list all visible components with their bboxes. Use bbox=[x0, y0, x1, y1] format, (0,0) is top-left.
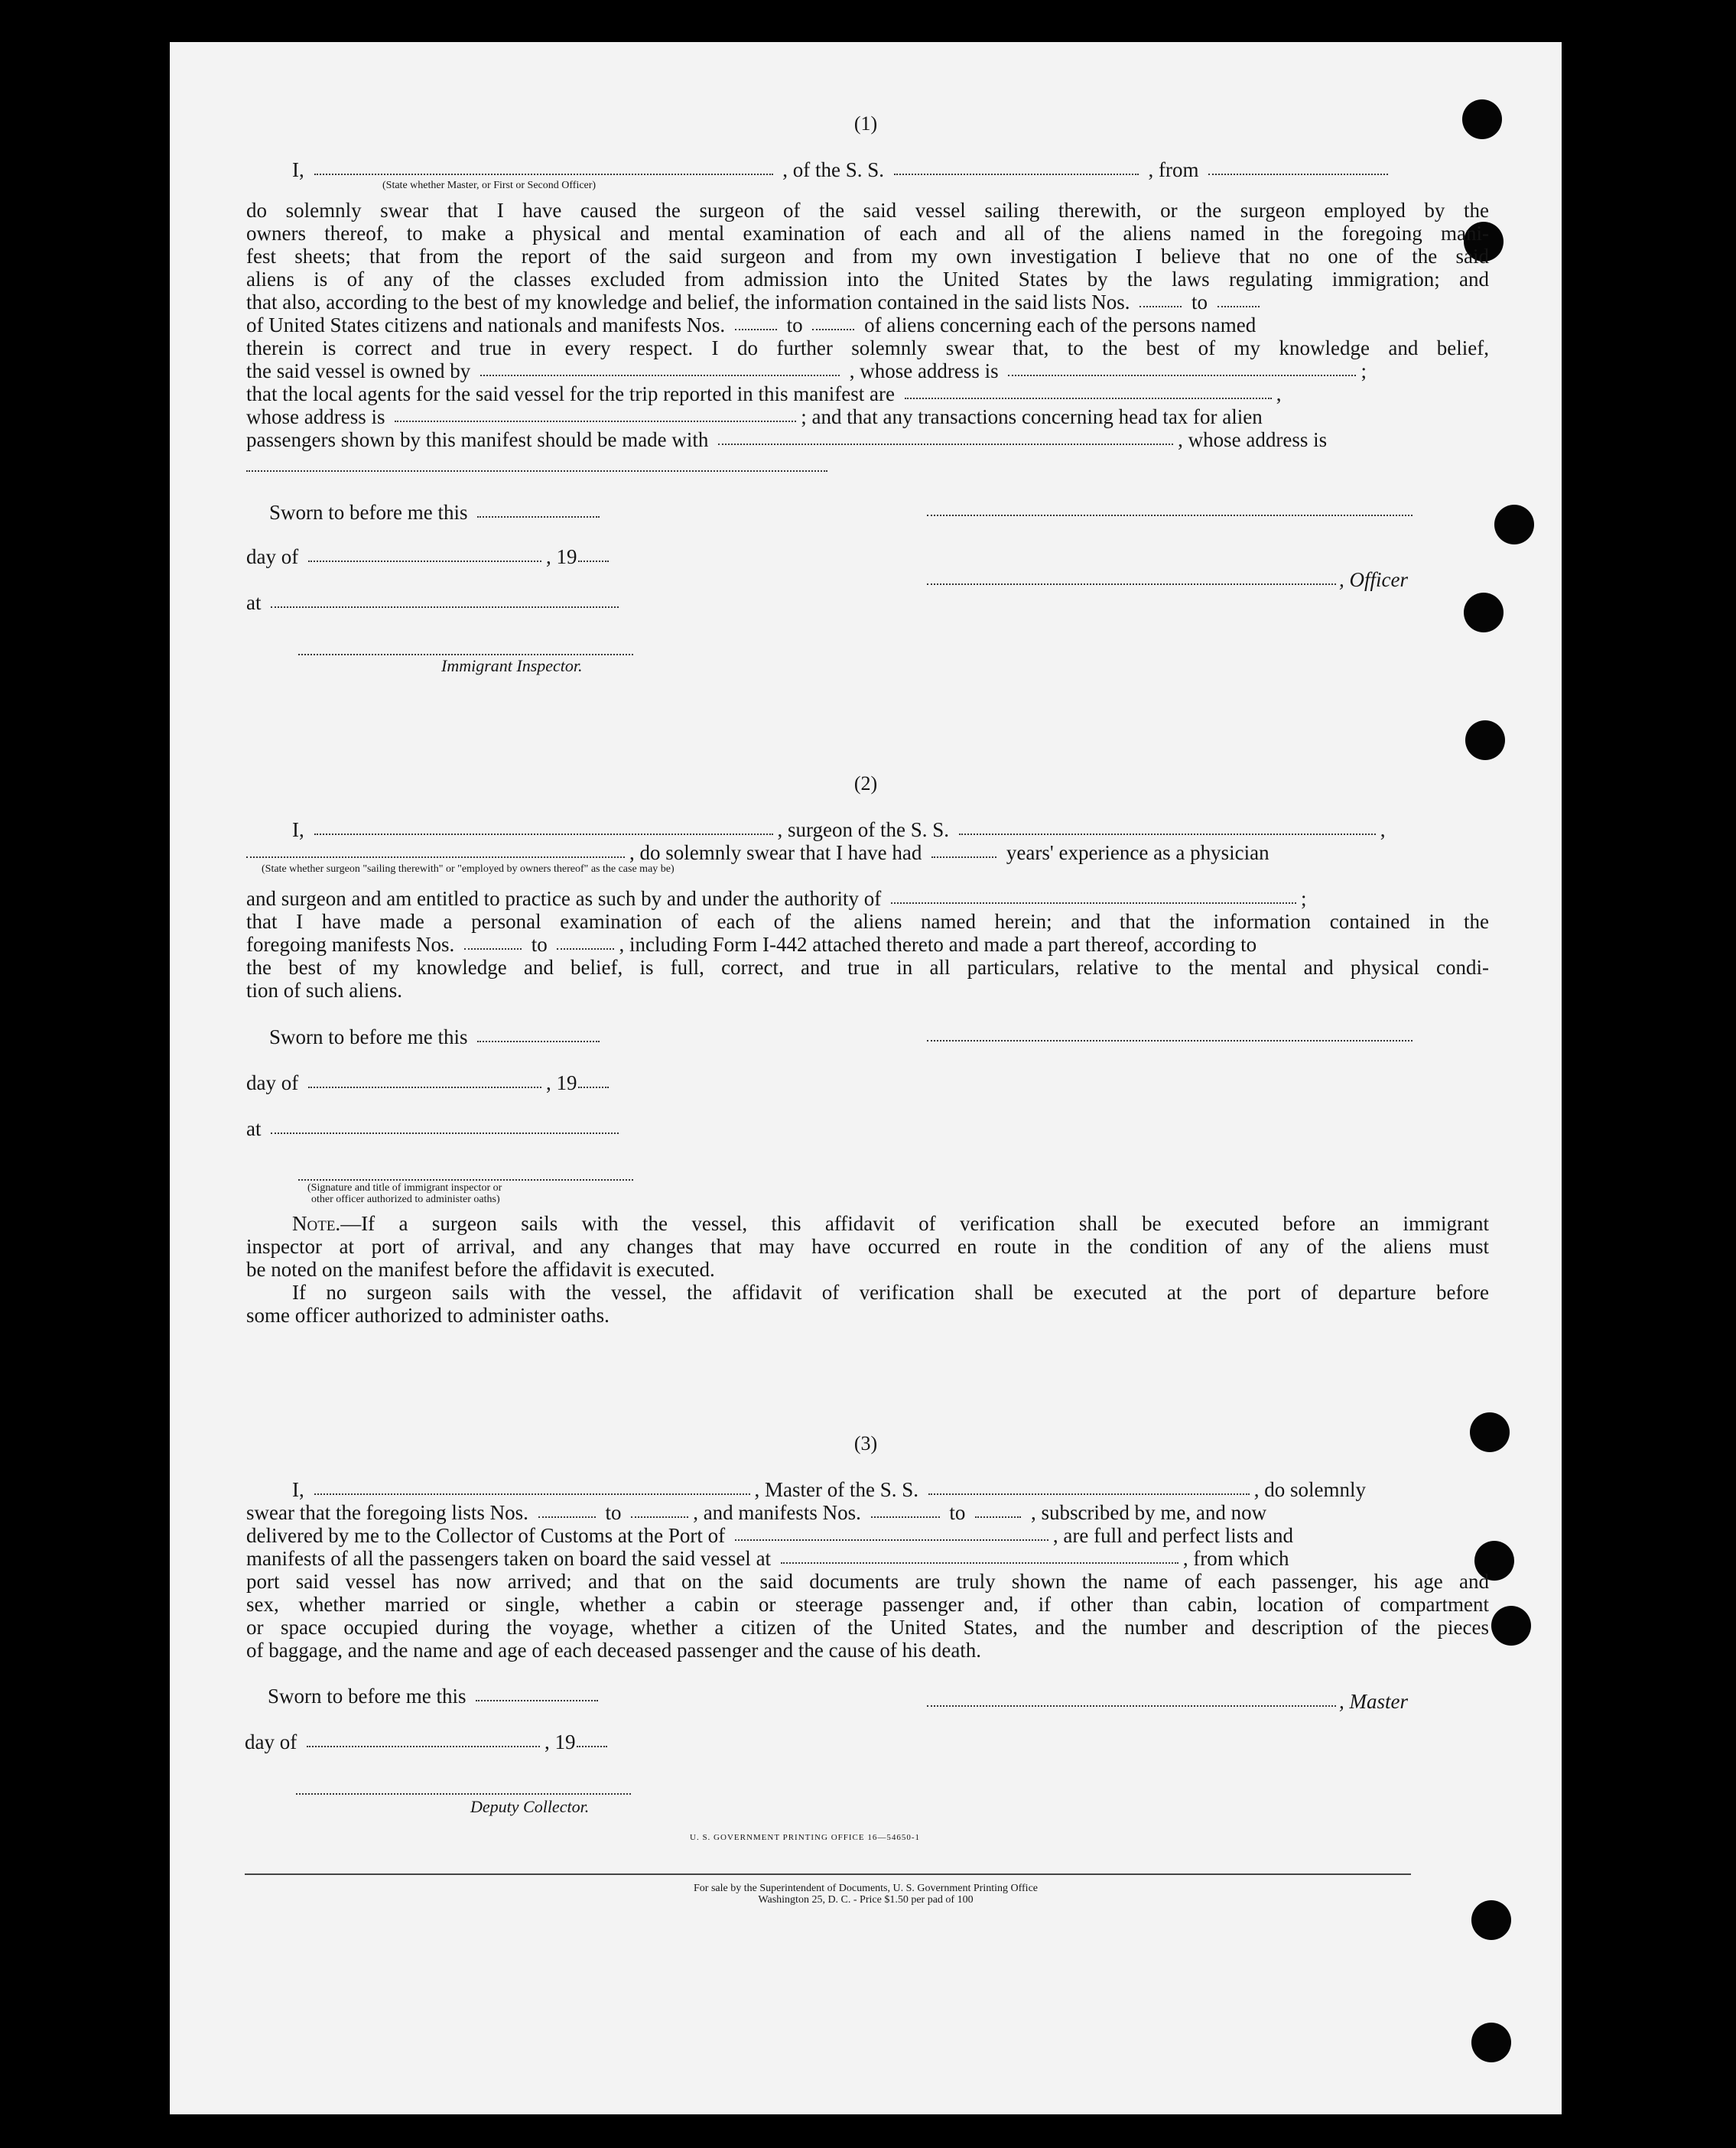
s2-i: I, bbox=[292, 818, 304, 841]
s2-sworn bbox=[269, 1025, 604, 1048]
s3-master-signature-field[interactable] bbox=[927, 1704, 1336, 1707]
s3-manifests-to-field[interactable] bbox=[975, 1515, 1021, 1518]
s1-inspector-label: Immigrant Inspector. bbox=[441, 656, 583, 675]
s2-inspector-signature-line[interactable] bbox=[298, 1179, 633, 1181]
lists-to-field[interactable] bbox=[1217, 304, 1260, 307]
agent-address-field[interactable] bbox=[395, 419, 796, 422]
s2-manifests: foregoing manifests Nos. bbox=[246, 933, 455, 956]
surgeon-name-field[interactable] bbox=[314, 832, 773, 835]
s1-year-label: , 19 bbox=[545, 545, 577, 568]
s1-agents: that the local agents for the said vessel for the trip reported in this manifest are bbox=[246, 382, 895, 405]
form-page bbox=[170, 42, 1562, 2114]
s1-sworn-day-field[interactable] bbox=[477, 515, 600, 518]
s1-line-6 bbox=[246, 314, 1256, 336]
owner-address-field[interactable] bbox=[1008, 373, 1356, 376]
s2-year-field[interactable] bbox=[578, 1085, 609, 1088]
s1-line-1 bbox=[292, 158, 1585, 181]
s1-owner-address-label: , whose address is bbox=[849, 359, 999, 382]
s1-at-field[interactable] bbox=[271, 605, 619, 608]
s2-year-label: , 19 bbox=[545, 1071, 577, 1094]
s1-line-9: that the local agents for the said vessel for the trip reported in this manifest are , bbox=[246, 382, 1282, 405]
s2-line-4: that I have made a personal examination of each of the aliens named herein; and that the information contained in the bbox=[246, 910, 1489, 933]
s2-note-2: inspector at port of arrival, and any changes that may have occurred en route in the condition of any of the aliens must bbox=[246, 1235, 1489, 1258]
s3-subscribed: , subscribed by me, and now bbox=[1030, 1501, 1267, 1524]
s1-day-of-label: day of bbox=[246, 545, 299, 568]
s1-to: to bbox=[786, 314, 803, 336]
s2-note-3: be noted on the manifest before the affidavit is executed. bbox=[246, 1258, 715, 1281]
s1-para-line-3: fest sheets; that from the report of the said surgeon and from my own investigation I believe that no one of the said bbox=[246, 245, 1489, 268]
note-text-1: —If a surgeon sails with the vessel, this affidavit of verification shall be executed before an immigrant bbox=[340, 1212, 1489, 1235]
s3-swear: , do solemnly bbox=[1253, 1478, 1366, 1501]
s2-manifests-to-field[interactable] bbox=[557, 947, 614, 950]
s3-line-8: of baggage, and the name and age of each deceased passenger and the cause of his death. bbox=[246, 1639, 982, 1662]
s3-to: to bbox=[605, 1501, 622, 1524]
s3-line-6: sex, whether married or single, whether a cabin or steerage passenger and, if other than cabin, location of compartment bbox=[246, 1593, 1489, 1616]
s1-line-10 bbox=[246, 405, 1263, 428]
agents-field[interactable] bbox=[905, 396, 1272, 399]
s3-year-label: , 19 bbox=[544, 1730, 576, 1753]
s2-line-7: tion of such aliens. bbox=[246, 979, 402, 1002]
s2-surgeon-signature-line[interactable] bbox=[927, 1040, 1413, 1042]
punch-hole bbox=[1471, 2023, 1511, 2062]
head-tax-address-field[interactable] bbox=[246, 470, 827, 472]
head-tax-agent-field[interactable] bbox=[718, 442, 1173, 445]
s1-line-11 bbox=[246, 428, 1327, 451]
master-title-field[interactable] bbox=[314, 172, 773, 175]
s3-taken-on-board: manifests of all the passengers taken on board the said vessel at bbox=[246, 1547, 772, 1570]
s3-manifests-from-field[interactable] bbox=[871, 1515, 940, 1518]
footer-line-1: For sale by the Superintendent of Documents, U. S. Government Printing Office bbox=[694, 1883, 1038, 1894]
s3-lists-from-field[interactable] bbox=[538, 1515, 596, 1518]
surgeon-status-field[interactable] bbox=[246, 855, 625, 858]
s2-line-2 bbox=[246, 841, 1269, 864]
s3-port-field[interactable] bbox=[735, 1538, 1048, 1541]
s2-note-5: some officer authorized to administer oaths. bbox=[246, 1304, 610, 1327]
s1-from: , from bbox=[1148, 158, 1199, 181]
punch-hole bbox=[1465, 720, 1505, 760]
s3-master-name-field[interactable] bbox=[314, 1492, 750, 1495]
s2-vessel-field[interactable] bbox=[959, 832, 1376, 835]
s2-day-of bbox=[246, 1071, 613, 1094]
printer-imprint: U. S. GOVERNMENT PRINTING OFFICE 16—54650-1 bbox=[690, 1833, 921, 1842]
s3-lists-to-field[interactable] bbox=[631, 1515, 688, 1518]
s1-head-tax-with: passengers shown by this manifest should be made with bbox=[246, 428, 709, 451]
s2-note-1 bbox=[292, 1212, 1489, 1235]
s3-sworn bbox=[268, 1685, 603, 1708]
s3-to: to bbox=[949, 1501, 966, 1524]
s1-at bbox=[246, 591, 623, 614]
section-2-number: (2) bbox=[853, 772, 878, 795]
years-experience-field[interactable] bbox=[931, 855, 996, 858]
s3-departure-port-field[interactable] bbox=[781, 1561, 1178, 1564]
s1-officer-field[interactable] bbox=[927, 582, 1336, 585]
s3-day-of bbox=[245, 1730, 612, 1753]
manifests-from-field[interactable] bbox=[735, 327, 777, 330]
owner-field[interactable] bbox=[480, 373, 840, 376]
s2-form: , including Form I-442 attached thereto and made a part thereof, according to bbox=[619, 933, 1257, 956]
s2-at-field[interactable] bbox=[271, 1131, 619, 1134]
s2-at-label: at bbox=[246, 1117, 262, 1140]
s1-officer-label: , Officer bbox=[1339, 568, 1408, 591]
s1-sworn bbox=[269, 501, 604, 524]
s1-para-line-1: do solemnly swear that I have caused the surgeon of the said vessel sailing therewith, or the surgeon employed by the bbox=[246, 199, 1489, 222]
manifests-to-field[interactable] bbox=[812, 327, 854, 330]
lists-from-field[interactable] bbox=[1139, 304, 1182, 307]
section-3-number: (3) bbox=[853, 1432, 878, 1454]
s2-authority: and surgeon and am entitled to practice as such by and under the authority of bbox=[246, 887, 882, 910]
s2-sworn-day-field[interactable] bbox=[477, 1039, 600, 1042]
s3-line-4 bbox=[246, 1547, 1289, 1570]
s1-owned-by: the said vessel is owned by bbox=[246, 359, 471, 382]
s2-sworn-label: Sworn to before me this bbox=[269, 1025, 468, 1048]
s1-sworn-label: Sworn to before me this bbox=[269, 501, 468, 524]
s1-year-field[interactable] bbox=[578, 559, 609, 562]
s2-at bbox=[246, 1117, 623, 1140]
s2-day-of-label: day of bbox=[246, 1071, 299, 1094]
s2-to: to bbox=[531, 933, 548, 956]
s2-swear: , do solemnly swear that I have had bbox=[629, 841, 922, 864]
s2-surgeon-label: , surgeon of the S. S. bbox=[777, 818, 950, 841]
s3-perfect-lists: , are full and perfect lists and bbox=[1052, 1524, 1294, 1547]
s2-line-1: I, , surgeon of the S. S. , bbox=[292, 818, 1386, 841]
s1-line-6b: of aliens concerning each of the persons named bbox=[864, 314, 1256, 336]
s3-year-field[interactable] bbox=[577, 1744, 607, 1747]
s3-day-of-label: day of bbox=[245, 1730, 297, 1753]
s3-i: I, bbox=[292, 1478, 304, 1501]
s1-line-8: the said vessel is owned by , whose address is ; bbox=[246, 359, 1367, 382]
s3-master-sign-label: , Master bbox=[1339, 1690, 1408, 1713]
punch-hole bbox=[1494, 505, 1534, 544]
s3-line-2 bbox=[246, 1501, 1266, 1524]
vessel-name-field[interactable] bbox=[894, 172, 1139, 175]
s3-delivered: delivered by me to the Collector of Customs at the Port of bbox=[246, 1524, 726, 1547]
s1-officer bbox=[927, 568, 1408, 591]
s1-head-tax-address-label: , whose address is bbox=[1178, 428, 1328, 451]
s1-i: I, bbox=[292, 158, 304, 181]
s3-sworn-day-field[interactable] bbox=[476, 1698, 598, 1701]
punch-hole bbox=[1491, 1606, 1531, 1646]
s3-master-label: , Master of the S. S. bbox=[754, 1478, 918, 1501]
section-1-number: (1) bbox=[853, 112, 878, 135]
s3-deputy-label: Deputy Collector. bbox=[470, 1797, 590, 1816]
s3-lists: swear that the foregoing lists Nos. bbox=[246, 1501, 528, 1524]
punch-hole bbox=[1464, 593, 1504, 632]
s2-month-field[interactable] bbox=[308, 1085, 541, 1088]
s2-sig-caption-1: (Signature and title of immigrant inspector or bbox=[307, 1182, 502, 1194]
s1-caption: (State whether Master, or First or Second Officer) bbox=[382, 180, 597, 191]
s3-line-1 bbox=[292, 1478, 1366, 1501]
s3-line-7: or space occupied during the voyage, whether a citizen of the United States, and the number and description of the pieces bbox=[246, 1616, 1489, 1639]
s1-month-field[interactable] bbox=[308, 559, 541, 562]
s1-at-label: at bbox=[246, 591, 262, 614]
s3-vessel-field[interactable] bbox=[928, 1492, 1250, 1495]
s2-line-3: and surgeon and am entitled to practice as such by and under the authority of ; bbox=[246, 887, 1307, 910]
s3-line-3 bbox=[246, 1524, 1293, 1547]
s1-day-of bbox=[246, 545, 613, 568]
s1-para-line-2: owners thereof, to make a physical and mental examination of each and all of the aliens named in the foregoing mani- bbox=[246, 222, 1489, 245]
from-port-field[interactable] bbox=[1208, 172, 1388, 175]
s3-deputy-signature-line[interactable] bbox=[296, 1793, 631, 1795]
s1-inspector-signature-line[interactable] bbox=[298, 654, 633, 655]
s3-master bbox=[927, 1690, 1408, 1713]
s2-sig-caption-2: other officer authorized to administer oaths) bbox=[311, 1194, 500, 1205]
authority-field[interactable] bbox=[891, 901, 1296, 904]
s1-line-7: therein is correct and true in every respect. I do further solemnly swear that, to the best of my knowledge and belief, bbox=[246, 336, 1489, 359]
s1-to: to bbox=[1191, 291, 1208, 314]
s1-para-line-5: that also, according to the best of my knowledge and belief, the information contained in the said lists Nos. bbox=[246, 291, 1130, 314]
s1-agent-address-label: whose address is bbox=[246, 405, 385, 428]
s1-line-5 bbox=[246, 291, 1264, 314]
note-label: Note. bbox=[292, 1212, 341, 1235]
s2-note-4: If no surgeon sails with the vessel, the affidavit of verification shall be executed at the port of departure before bbox=[292, 1281, 1489, 1304]
footer-line-2: Washington 25, D. C. - Price $1.50 per pad of 100 bbox=[758, 1894, 974, 1906]
s2-line-6: the best of my knowledge and belief, is full, correct, and true in all particulars, relative to the mental and physical condi- bbox=[246, 956, 1489, 979]
s2-manifests-from-field[interactable] bbox=[464, 947, 522, 950]
s2-line-5 bbox=[246, 933, 1256, 956]
s1-line-6a: of United States citizens and nationals and manifests Nos. bbox=[246, 314, 726, 336]
s1-master-signature-line[interactable] bbox=[927, 515, 1413, 516]
s1-para-line-4: aliens is of any of the classes excluded from admission into the United States by the laws regulating immigration; and bbox=[246, 268, 1489, 291]
footer-rule bbox=[245, 1873, 1411, 1875]
s2-physician: years' experience as a physician bbox=[1006, 841, 1269, 864]
s3-from-which: , from which bbox=[1182, 1547, 1289, 1570]
s3-line-5: port said vessel has now arrived; and that on the said documents are truly shown the name of each passenger, his age and bbox=[246, 1570, 1489, 1593]
s3-month-field[interactable] bbox=[307, 1744, 540, 1747]
s3-sworn-label: Sworn to before me this bbox=[268, 1685, 467, 1708]
s1-head-tax: ; and that any transactions concerning head tax for alien bbox=[801, 405, 1263, 428]
s3-manifests: , and manifests Nos. bbox=[693, 1501, 861, 1524]
s1-of-ss: , of the S. S. bbox=[782, 158, 885, 181]
s2-caption: (State whether surgeon "sailing therewith" or "employed by owners thereof" as the case may be) bbox=[262, 863, 675, 875]
